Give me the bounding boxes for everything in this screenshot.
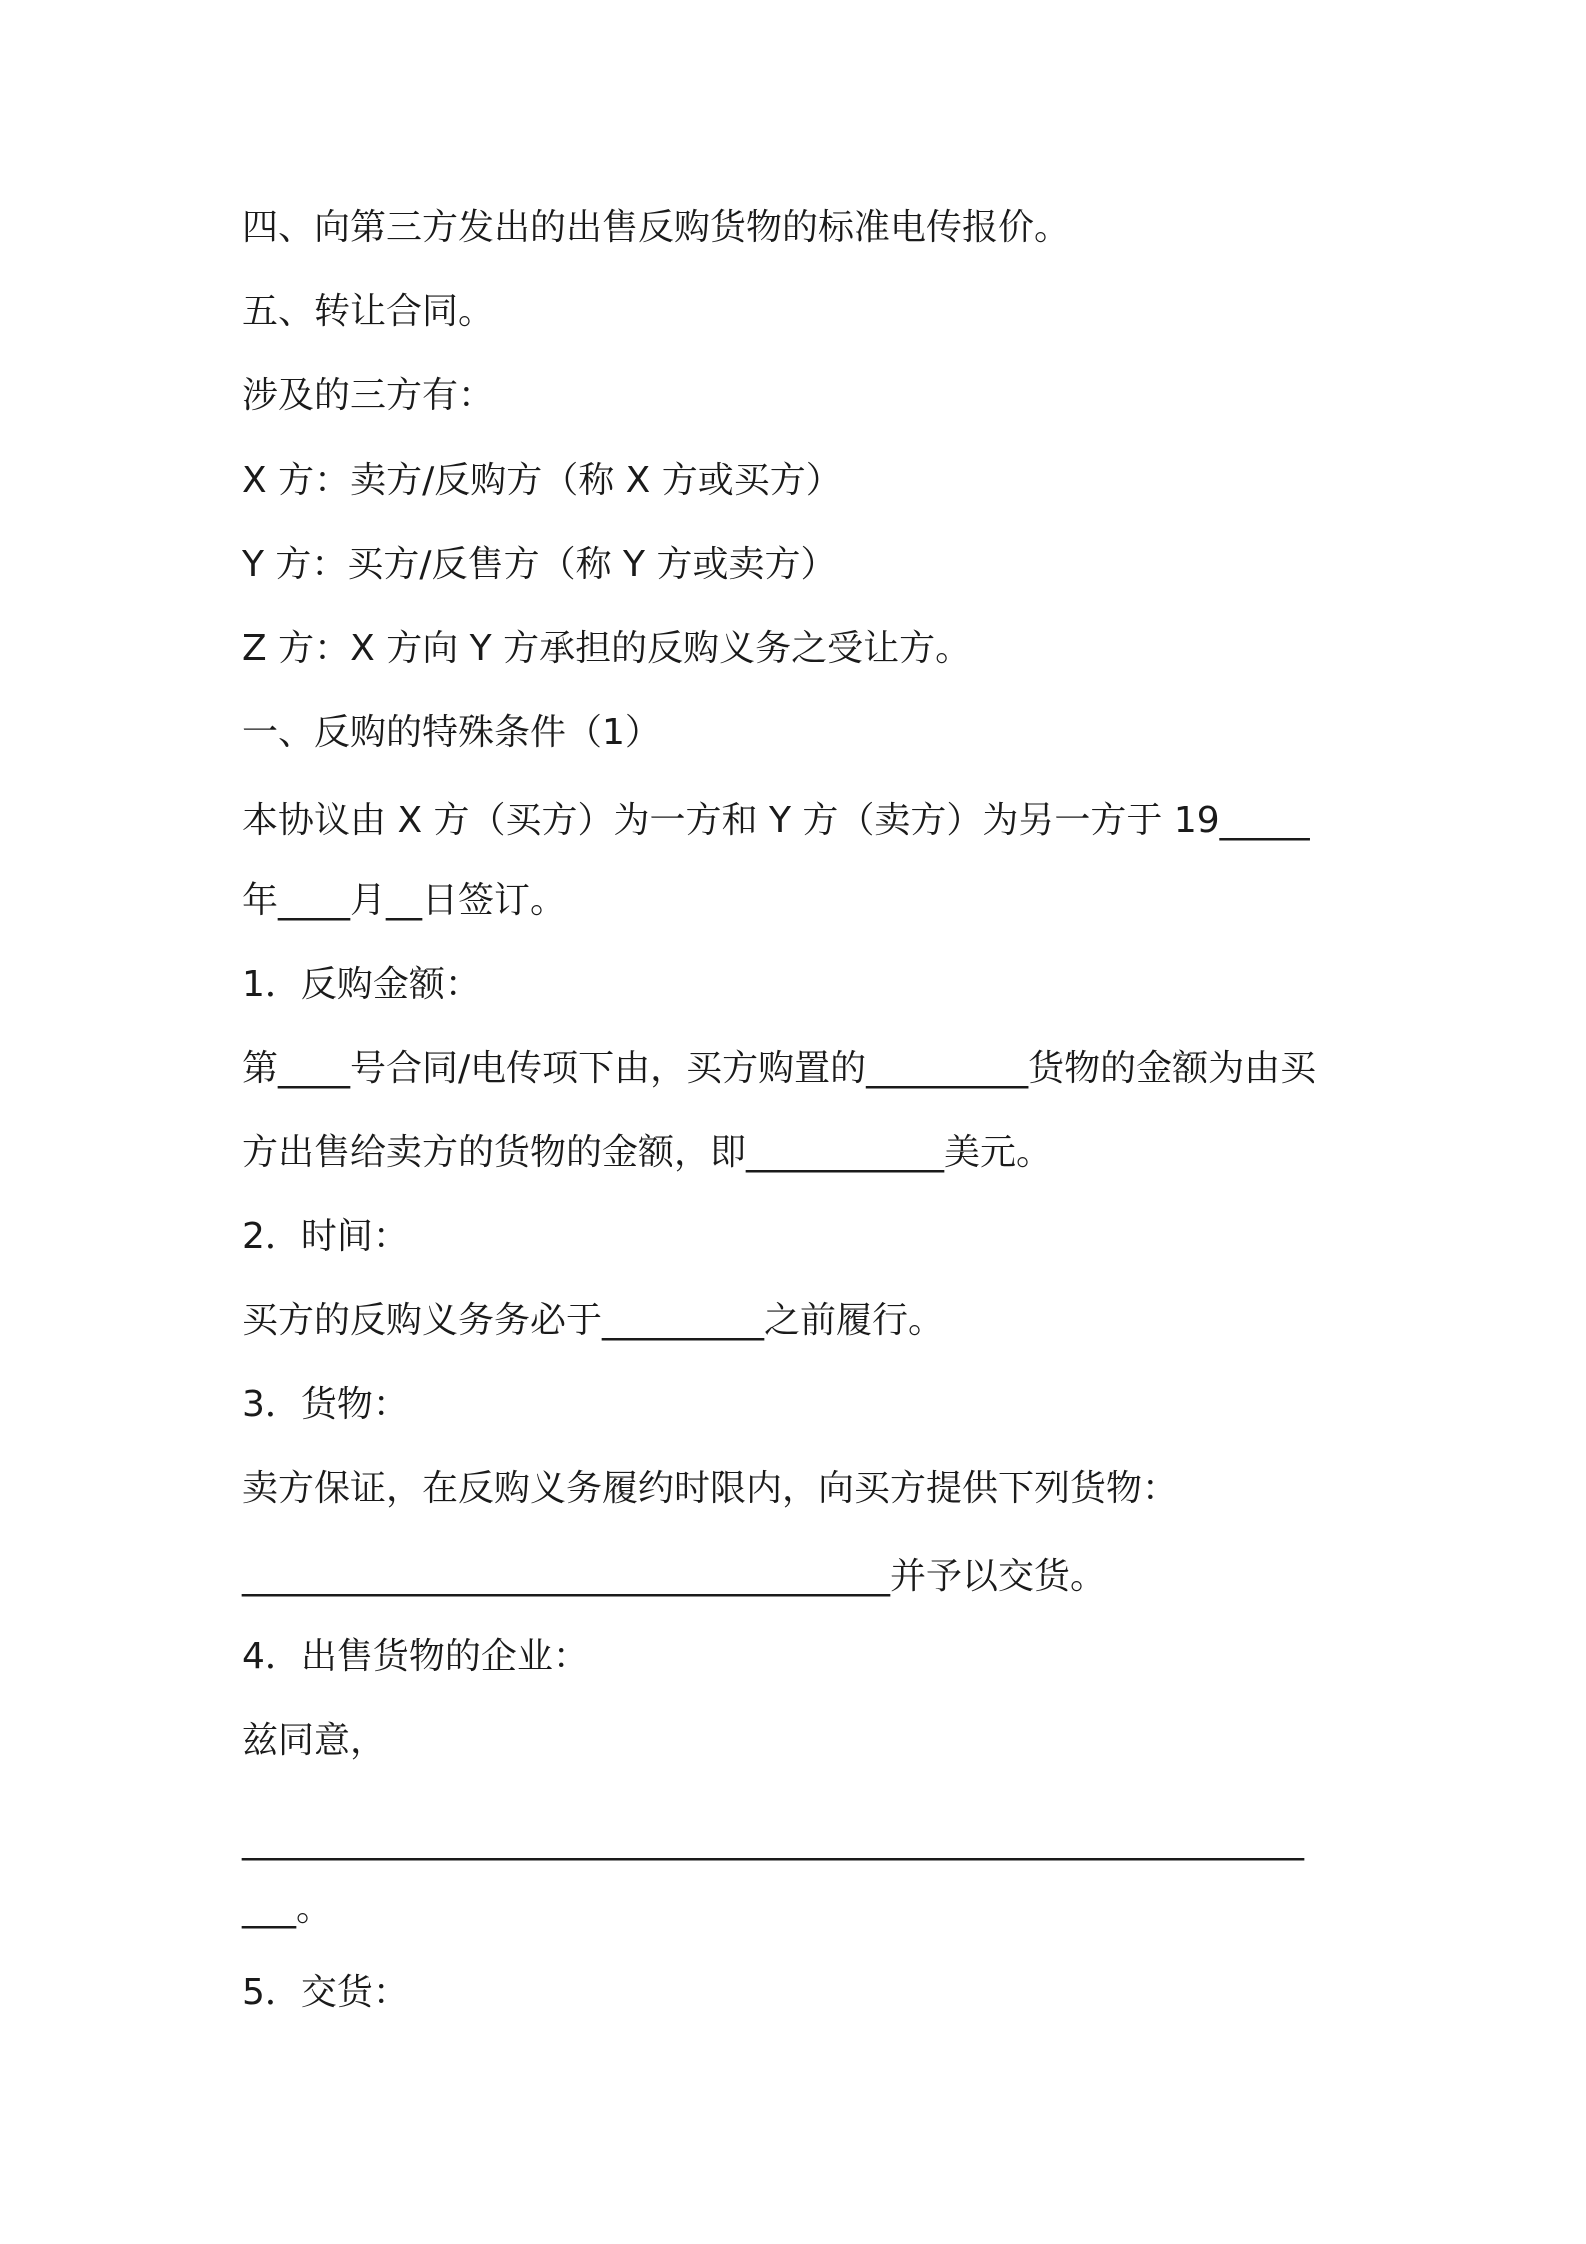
clause-5-heading: 5．交货：: [242, 1972, 409, 2013]
clause-4-heading: 4．出售货物的企业：: [242, 1636, 589, 1677]
clause-3-text-line-1: 卖方保证，在反购义务履约时限内，向买方提供下列货物：: [242, 1468, 1179, 1509]
section-five-line: 五、转让合同。: [242, 291, 495, 332]
clause-1-heading: 1．反购金额：: [242, 964, 481, 1005]
party-x-line: X 方：卖方/反购方（称 X 方或买方）: [242, 460, 842, 501]
party-y-line: Y 方：买方/反售方（称 Y 方或卖方）: [242, 544, 837, 585]
clause-4-blank-line: ___________________________________________________________: [242, 1820, 1304, 1861]
special-conditions-heading: 一、反购的特殊条件（1）: [242, 712, 661, 753]
clause-2-heading: 2．时间：: [242, 1216, 409, 1257]
parties-intro-line: 涉及的三方有：: [242, 375, 495, 416]
clause-2-text: 买方的反购义务务必于_________之前履行。: [242, 1300, 945, 1341]
clause-3-heading: 3．货物：: [242, 1384, 409, 1425]
clause-4-blank-end: ___。: [242, 1888, 333, 1929]
agreement-line-1: 本协议由 X 方（买方）为一方和 Y 方（卖方）为另一方于 19_____: [242, 800, 1310, 841]
clause-1-text-line-2: 方出售给卖方的货物的金额，即___________美元。: [242, 1132, 1053, 1173]
clause-3-text-line-2: ____________________________________并予以交货。: [242, 1556, 1107, 1597]
clause-4-text-line-1: 兹同意，: [242, 1720, 387, 1761]
clause-1-text-line-1: 第____号合同/电传项下由，买方购置的_________货物的金额为由买: [242, 1048, 1317, 1089]
agreement-line-2: 年____月__日签订。: [242, 880, 567, 921]
party-z-line: Z 方：X 方向 Y 方承担的反购义务之受让方。: [242, 628, 972, 669]
section-four-line: 四、向第三方发出的出售反购货物的标准电传报价。: [242, 207, 1071, 248]
